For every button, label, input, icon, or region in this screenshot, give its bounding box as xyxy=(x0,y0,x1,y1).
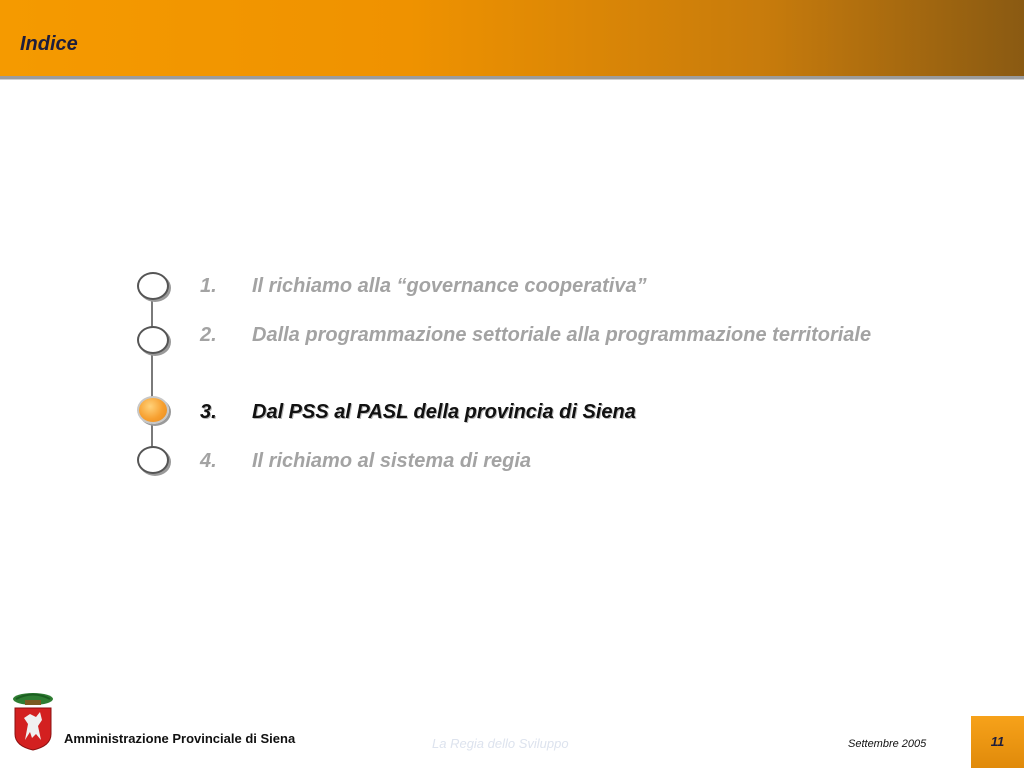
timeline-node-4 xyxy=(137,446,169,474)
crest-icon xyxy=(8,690,58,752)
page-title: Indice xyxy=(20,33,78,55)
agenda-item-text: Dal PSS al PASL della provincia di Siena xyxy=(252,401,636,423)
agenda-item-number: 4. xyxy=(200,450,217,472)
timeline-node-2 xyxy=(137,326,169,354)
timeline-node-3-active xyxy=(137,396,169,424)
agenda-item-number: 2. xyxy=(200,324,217,346)
agenda-item-number: 1. xyxy=(200,275,217,297)
timeline-connector xyxy=(151,286,153,458)
page-number-box xyxy=(971,716,1024,768)
header-bar xyxy=(0,0,1024,79)
timeline-node-1 xyxy=(137,272,169,300)
organization-name: Amministrazione Provinciale di Siena xyxy=(64,731,296,746)
agenda-item-text: Il richiamo al sistema di regia xyxy=(252,450,532,472)
agenda-item-text: Dalla programmazione settoriale alla programmazione territoriale xyxy=(252,324,872,346)
agenda-item-text: Il richiamo alla “governance cooperativa” xyxy=(252,275,647,297)
presentation-title: La Regia dello Sviluppo xyxy=(432,736,569,751)
province-crest-logo xyxy=(8,690,58,752)
page-number: 11 xyxy=(990,734,1005,749)
agenda-item-number: 3. xyxy=(200,401,217,423)
footer-date: Settembre 2005 xyxy=(848,738,927,750)
